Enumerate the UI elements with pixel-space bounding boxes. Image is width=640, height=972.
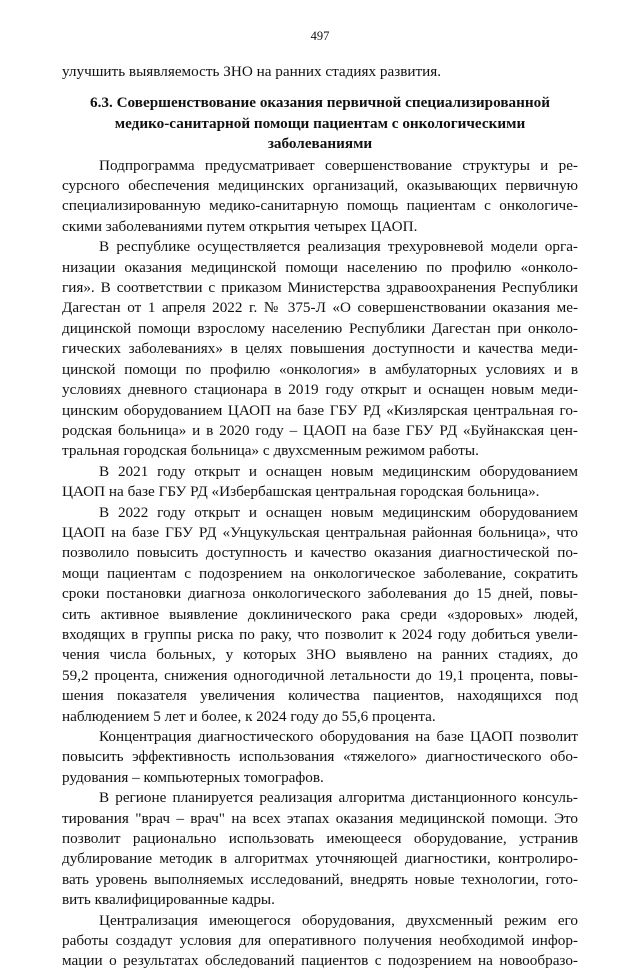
text-line: позволит рационально использовать имеющееся оборудование, устранив (62, 830, 578, 848)
text-line: Концентрация диагностического оборудования на базе ЦАОП позволит (99, 728, 578, 745)
paragraph (62, 788, 578, 910)
text-line: чения числа больных, у которых ЗНО выявлено на ранних стадиях, до (62, 646, 578, 664)
text-line: 59,2 процента, снижения одногодичной летальности до 19,1 процента, повы- (62, 666, 578, 684)
heading-line: заболеваниями (267, 135, 373, 153)
text-line: В 2022 году открыт и оснащен новым медицинским оборудованием (99, 503, 578, 521)
text-line: дицинской помощи взрослому населению Республики Дагестан при онколо- (62, 319, 578, 337)
text-line: дублирование методик в алгоритмах уточняющей диагностики, контролиро- (62, 850, 578, 868)
document-body (62, 62, 578, 972)
text-line: мации о результатах обследований пациентов с подозрением на новообразо- (62, 952, 578, 970)
text-line: работы создадут условия для оперативного получения необходимой инфор- (62, 932, 578, 950)
text-line: тральная городская больница» с двухсменным режимом работы. (62, 442, 479, 460)
text-line: Централизация имеющегося оборудования, двухсменный режим его (99, 911, 578, 929)
paragraph (62, 462, 578, 503)
text-line: рудования – компьютерных томографов. (62, 768, 324, 786)
text-line: тирования "врач – врач" на всех этапах оказания медицинской помощи. Это (62, 809, 578, 827)
heading-line: медико-санитарной помощи пациентам с онкологическими (114, 114, 526, 132)
text-line: низации оказания медицинской помощи населению по профилю «онколо- (62, 258, 578, 276)
text-line: сить активное выявление доклинического рака среди «здоровых» людей, (62, 605, 578, 623)
text-line: цинским оборудованием ЦАОП на базе ГБУ РД «Кизлярская центральная го- (62, 401, 578, 419)
text-line: Подпрограмма предусматривает совершенствование структуры и ре- (99, 156, 578, 174)
text-line: шения показателя увеличения количества пациентов, находящихся под (62, 687, 578, 705)
text-line: гических заболеваниях» в целях повышения доступности и качества меди- (62, 340, 578, 358)
text-line: ЦАОП на базе ГБУ РД «Унцукульская центральная районная больница», что (62, 523, 578, 541)
paragraph (62, 156, 578, 238)
text-line: родская больница» и в 2020 году – ЦАОП на базе ГБУ РД «Буйнакская цен- (62, 421, 578, 439)
text-line: наблюдением 5 лет и более, к 2024 году до 55,6 процента. (62, 707, 436, 725)
paragraph (62, 911, 578, 972)
text-line: Дагестан от 1 апреля 2022 г. № 375-Л «О совершенствовании оказания ме- (62, 299, 578, 317)
text-line: входящих в группы риска по раку, что позволит к 2024 году добиться увели- (62, 625, 578, 643)
page-number: 497 (310, 29, 330, 43)
section-heading (62, 93, 578, 154)
paragraphs-container (62, 156, 578, 972)
text-line: гия». В соответствии с приказом Министерства здравоохранения Республики (62, 279, 578, 297)
intro-paragraph (62, 62, 578, 82)
text-line: улучшить выявляемость ЗНО на ранних стадиях развития. (62, 63, 442, 80)
text-line: В регионе планируется реализация алгоритма дистанционного консуль- (99, 789, 578, 807)
paragraph (62, 503, 578, 727)
text-line: ЦАОП на базе ГБУ РД «Избербашская центральная городская больница». (62, 483, 540, 501)
text-line: сроки постановки диагноза онкологического заболевания до 15 дней, повы- (62, 585, 578, 603)
text-line: повысить эффективность использования «тяжелого» диагностического обо- (62, 748, 578, 766)
paragraph (62, 727, 578, 788)
text-line: специализированную медико-санитарную помощь пациентам с онкологиче- (62, 197, 578, 215)
text-line: вить квалифицированные кадры. (62, 891, 275, 909)
heading-line: 6.3. Совершенствование оказания первичной специализированной (90, 94, 550, 112)
text-line: условиях дневного стационара в 2019 году открыт и оснащен новым меди- (62, 381, 578, 399)
text-line: вать уровень выполняемых исследований, внедрять новые технологии, гото- (62, 870, 578, 888)
text-line: цинской помощи по профилю «онкология» в амбулаторных условиях и в (62, 360, 578, 378)
text-line: позволило повысить доступность и качество оказания диагностической по- (62, 544, 578, 562)
text-line: скими заболеваниями путем открытия четырех ЦАОП. (62, 217, 418, 235)
text-line: мощи пациентам с подозрением на онкологическое заболевание, сократить (62, 564, 578, 582)
text-line: В республике осуществляется реализация трехуровневой модели орга- (99, 238, 578, 256)
paragraph (62, 237, 578, 461)
text-line: сурсного обеспечения медицинских организаций, оказывающих первичную (62, 177, 578, 195)
text-line: В 2021 году открыт и оснащен новым медицинским оборудованием (99, 462, 578, 480)
